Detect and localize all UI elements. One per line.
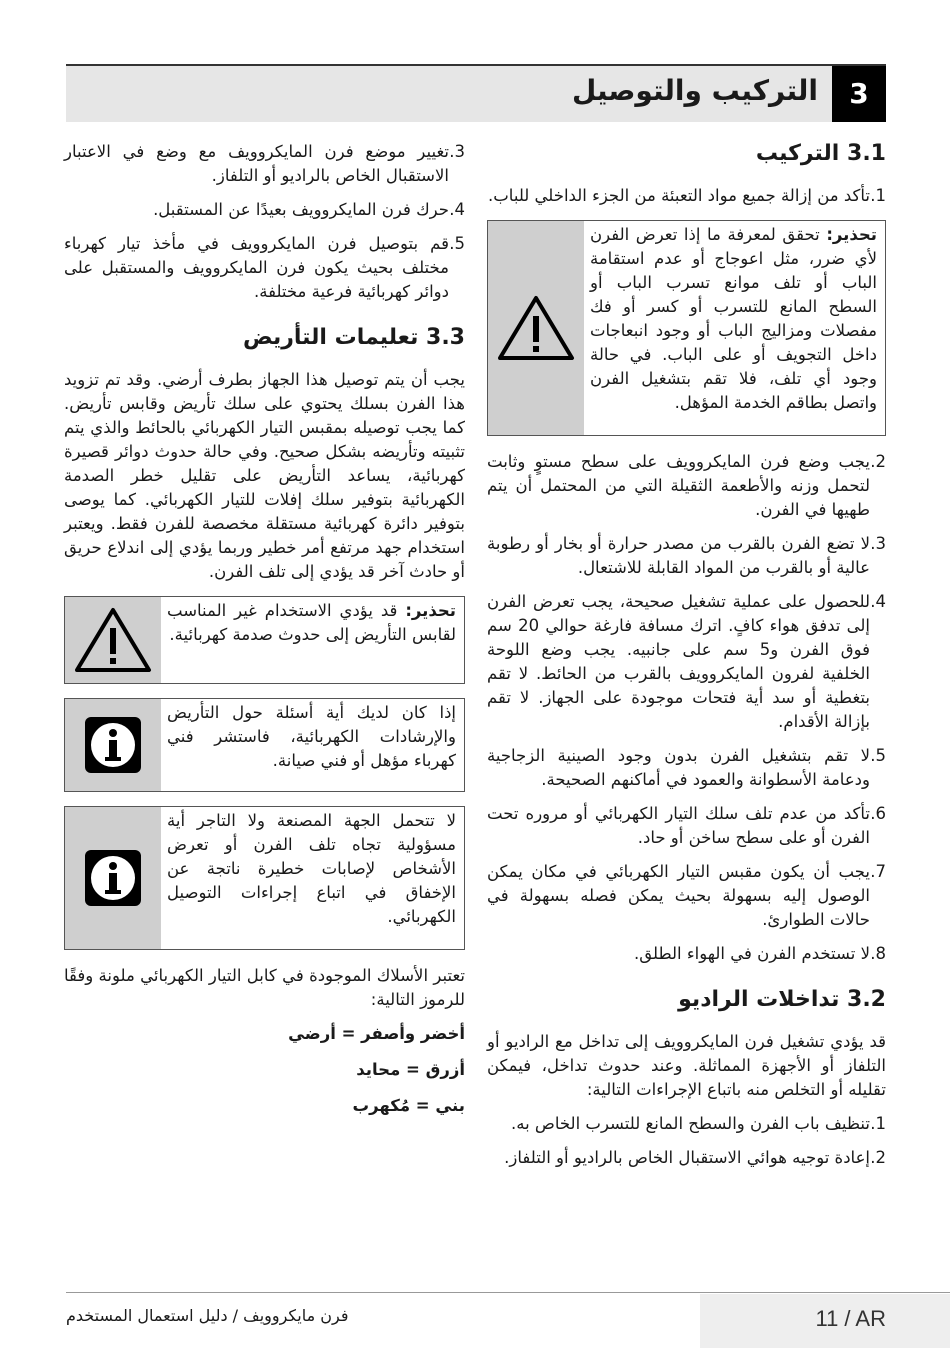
list-item — [487, 1112, 886, 1136]
right-column — [487, 138, 886, 1180]
item-text: لا تستخدم الفرن في الهواء الطلق. — [634, 944, 870, 963]
warning-text: قد يؤدي الاستخدام غير المناسب لقابس التأريض إلى حدوث صدمة كهربائية. — [167, 601, 456, 644]
item-text: لا تضع الفرن بالقرب من مصدر حرارة أو بخار أو رطوبة عالية أو بالقرب من المواد القابلة للاشتعال. — [487, 534, 870, 577]
item-number: 3. — [449, 142, 465, 161]
warning-text-block — [584, 221, 885, 435]
list-item — [64, 198, 465, 222]
item-text: إعادة توجيه هوائي الاستقبال الخاص بالراديو أو التلفاز. — [504, 1148, 870, 1167]
chapter-header — [66, 64, 886, 122]
wire-color-neutral: أزرق = محايد — [356, 1060, 465, 1079]
wire-color-earth: أخضر وأصفر = أرضي — [288, 1024, 465, 1043]
list-item — [64, 140, 465, 188]
page-number-box — [700, 1294, 950, 1348]
info-icon — [65, 699, 161, 791]
warning-triangle-icon — [488, 221, 584, 435]
list-item — [487, 942, 886, 966]
warning-triangle-icon — [65, 597, 161, 683]
item-text: للحصول على عملية تشغيل صحيحة، يجب تعرض الفرن إلى تدفق هواء كافٍ. اترك مسافة فارغة حوالي 20 سم فوق الفرن و5 سم على جانبيه. يجب وضع اللوحة الخلفية لفرون المايكروويف بالقرب من الحائط. لا تقم بتغطية أو سد أية فتحات موجودة على الجهاز. لا تقم بإزالة الأقدام. — [487, 592, 870, 731]
left-column — [64, 140, 465, 1130]
list-item — [487, 860, 886, 932]
item-number: 7. — [870, 862, 886, 881]
footer-title: فرن مايكروويف / دليل استعمال المستخدم — [66, 1306, 349, 1325]
warning-label: تحذير: — [405, 601, 456, 620]
list-item — [487, 802, 886, 850]
section-3-3-body: يجب أن يتم توصيل هذا الجهاز بطرف أرضي. وقد تم تزويد هذا الفرن بسلك يحتوي على سلك تأريض وقابس تأريض. كما يجب توصيله بمقبس التيار الكهربائي بالحائط والذي يتم تثبيته وتأريضه بشكل صحيح. وفي حالة حدوث دوائر قصيرة كهربائية، يساعد التأريض على تقليل خطر الصدمة الكهربائية بتوفير سلك إفلات للتيار الكهربائي. كما يوصى بتوفير دائرة كهربائية مستقلة مخصصة للفرن فقط. ويعتبر استخدام جهد مرتفع أمر خطير وربما يؤدي إلى اندلاع حريق أو حادث آخر قد يؤدي إلى تلف الفرن. — [64, 370, 465, 581]
item-number: 1. — [870, 186, 886, 205]
section-3-1-title: 3.1 التركيب — [755, 141, 886, 166]
info-notice — [64, 698, 465, 792]
item-text: تنظيف باب الفرن والسطح المانع للتسرب الخاص به. — [511, 1114, 870, 1133]
item-text: تأكد من عدم تلف سلك التيار الكهربائي أو مروره تحت الفرن أو على سطح ساخن أو حاد. — [487, 804, 870, 847]
item-number: 5. — [449, 234, 465, 253]
warning-text-block — [161, 597, 464, 683]
info-icon — [65, 807, 161, 949]
footer-divider — [66, 1292, 950, 1293]
item-number: 6. — [870, 804, 886, 823]
item-number: 1. — [870, 1114, 886, 1133]
chapter-number: 3 — [832, 66, 886, 122]
item-number: 4. — [870, 592, 886, 611]
info-text: لا تتحمل الجهة المصنعة ولا التاجر أية مسؤولية تجاه تلف الفرن أو تعرض الأشخاص لإصابات خطيرة ناتجة عن الإخفاق في اتباع إجراءات التوصيل الكهربائي. — [167, 811, 456, 926]
list-item — [487, 590, 886, 734]
section-3-2-intro: قد يؤدي تشغيل فرن المايكروويف إلى تداخل مع الراديو أو التلفاز أو الأجهزة المماثلة. وعند حدوث تداخل، فيمكن تقليله أو التخلص منه باتباع الإجراءات التالية: — [487, 1032, 886, 1099]
warning-label: تحذير: — [826, 225, 877, 244]
list-item — [487, 744, 886, 792]
list-item — [487, 184, 886, 208]
page-number: 11 / AR — [815, 1306, 886, 1331]
list-item — [487, 1146, 886, 1170]
wires-intro: تعتبر الأسلاك الموجودة في كابل التيار الكهربائي ملونة وفقًا للرموز التالية: — [64, 966, 465, 1009]
item-text: تأكد من إزالة جميع مواد التعبئة من الجزء الداخلي للباب. — [488, 186, 870, 205]
info-notice — [64, 806, 465, 950]
item-number: 3. — [870, 534, 886, 553]
warning-notice — [487, 220, 886, 436]
item-text: لا تقم بتشغيل الفرن بدون وجود الصينية الزجاجية ودعامة الأسطوانة والعمود في أماكنهم الصحيحة. — [487, 746, 870, 789]
item-text: يجب أن يكون مقبس التيار الكهربائي في مكان يمكن الوصول إليه بسهولة بحيث يمكن فصله بسهولة في حالات الطوارئ. — [487, 862, 870, 929]
section-3-2-title: 3.2 تداخلات الراديو — [678, 987, 886, 1012]
section-3-3-title: 3.3 تعليمات التأريض — [242, 325, 465, 350]
item-text: يجب وضع فرن المايكروويف على سطح مستوٍ وثابت لتحمل وزنه والأطعمة الثقيلة التي من المحتمل أن يتم طهيها في الفرن. — [487, 452, 870, 519]
item-text: تغيير موضع فرن المايكروويف مع وضع في الاعتبار الاستقبال الخاص بالراديو أو التلفاز. — [64, 142, 449, 185]
warning-text: تحقق لمعرفة ما إذا تعرض الفرن لأي ضرر، مثل اعوجاج أو عدم استقامة الباب أو تلف موانع تسرب الباب أو السطح المانع للتسرب أو كسر أو فك مفصلات ومزاليج الباب أو وجود انبعاجات داخل التجويف أو على الباب. في حالة وجود أي تلف، فلا تقم بتشغيل الفرن واتصل بطاقم الخدمة المؤهل. — [590, 225, 877, 412]
item-number: 5. — [870, 746, 886, 765]
list-item — [64, 232, 465, 304]
list-item — [487, 532, 886, 580]
item-number: 4. — [449, 200, 465, 219]
item-text: قم بتوصيل فرن المايكروويف في مأخذ تيار كهرباء مختلف بحيث يكون فرن المايكروويف والمستقبل على دوائر كهربائية فرعية مختلفة. — [64, 234, 449, 301]
item-text: حرك فرن المايكروويف بعيدًا عن المستقبل. — [153, 200, 449, 219]
item-number: 8. — [870, 944, 886, 963]
item-number: 2. — [870, 452, 886, 471]
wire-color-list — [64, 1022, 465, 1118]
info-text: إذا كان لديك أية أسئلة حول التأريض والإرشادات الكهربائية، فاستشر فني كهرباء مؤهل أو فني صيانة. — [167, 703, 456, 770]
chapter-title: التركيب والتوصيل — [571, 74, 818, 107]
item-number: 2. — [870, 1148, 886, 1167]
list-item — [487, 450, 886, 522]
wire-color-live: بني = مُكهرب — [352, 1096, 465, 1115]
warning-notice — [64, 596, 465, 684]
